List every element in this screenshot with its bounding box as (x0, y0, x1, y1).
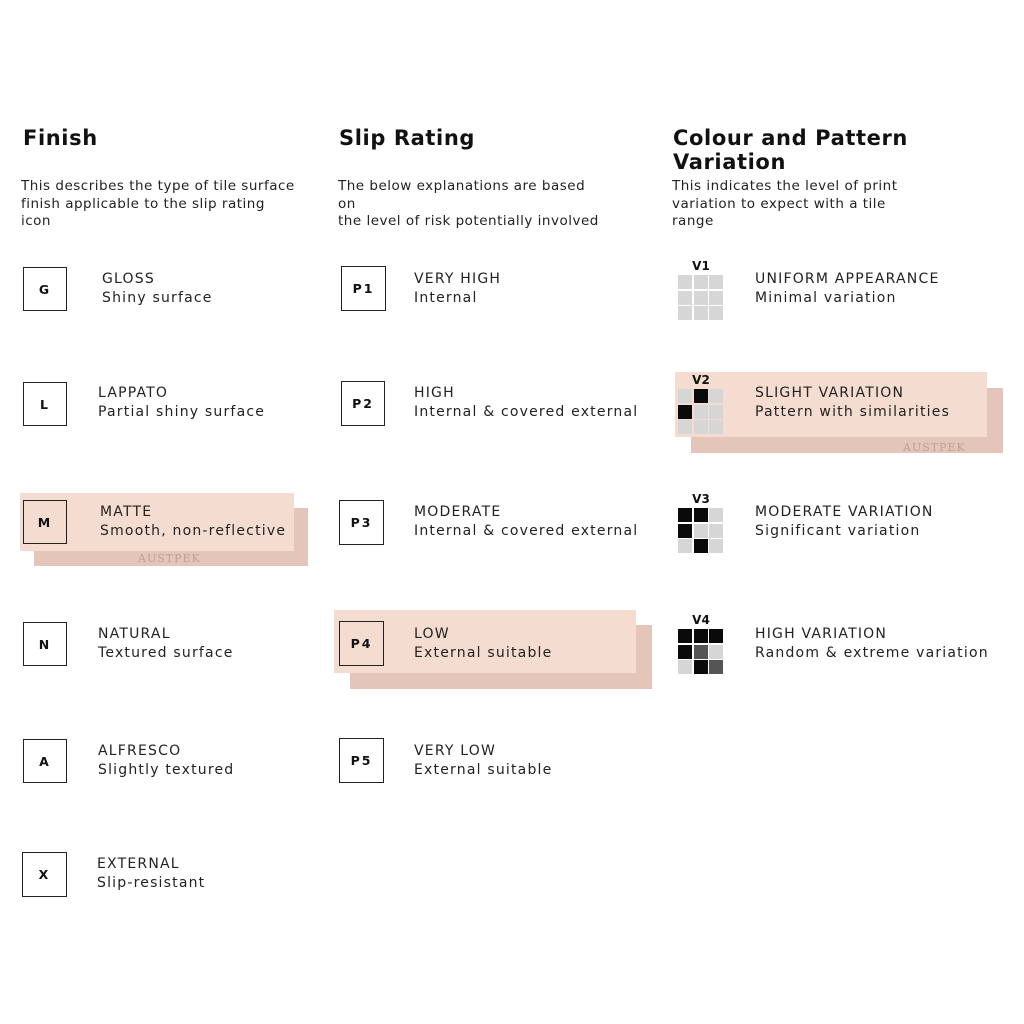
finish-desc: Shiny surface (102, 290, 213, 306)
finish-desc: Partial shiny surface (98, 404, 266, 420)
finish-desc: Textured surface (98, 645, 234, 661)
pattern-cell (694, 420, 708, 434)
variation-name: MODERATE VARIATION (755, 504, 934, 520)
pattern-cell (709, 660, 723, 674)
variation-label (755, 384, 950, 422)
variation-pattern-icon (678, 260, 724, 320)
pattern-cell (709, 291, 723, 305)
finish-desc: Slightly textured (98, 762, 235, 778)
finish-code-box: L (23, 382, 67, 426)
pattern-cell (709, 629, 723, 643)
pattern-cell (694, 389, 708, 403)
pattern-cell (709, 306, 723, 320)
variation-name: HIGH VARIATION (755, 626, 888, 642)
finish-code-box: G (23, 267, 67, 311)
finish-name: EXTERNAL (97, 856, 180, 872)
variation-label (755, 503, 934, 541)
slip-name: LOW (414, 626, 450, 642)
finish-label (97, 855, 205, 893)
variation-grid (678, 629, 724, 674)
variation-title: Colour and Pattern Variation (673, 126, 908, 174)
pattern-cell (678, 405, 692, 419)
slip-rating-title: Slip Rating (339, 126, 476, 150)
slip-label (414, 625, 552, 663)
finish-name: NATURAL (98, 626, 171, 642)
slip-name: VERY LOW (414, 743, 497, 759)
variation-grid (678, 389, 724, 434)
pattern-cell (709, 524, 723, 538)
slip-code-box: P2 (341, 381, 385, 426)
finish-code-box: X (22, 852, 67, 897)
variation-pattern-icon (678, 493, 724, 553)
watermark-text: AUSTPEK (903, 441, 966, 454)
slip-code-box: P1 (341, 266, 386, 311)
variation-name: SLIGHT VARIATION (755, 385, 905, 401)
slip-desc: External suitable (414, 762, 553, 778)
pattern-cell (678, 306, 692, 320)
variation-grid (678, 508, 724, 553)
variation-code: V3 (692, 492, 710, 506)
finish-code-box: N (23, 622, 67, 666)
pattern-cell (694, 306, 708, 320)
pattern-cell (694, 539, 708, 553)
pattern-cell (709, 508, 723, 522)
variation-pattern-icon (678, 614, 724, 674)
pattern-cell (694, 405, 708, 419)
pattern-cell (694, 291, 708, 305)
slip-desc: External suitable (414, 645, 553, 661)
finish-label (102, 270, 213, 308)
slip-code-box: P3 (339, 500, 384, 545)
variation-code: V4 (692, 613, 710, 627)
finish-name: GLOSS (102, 271, 155, 287)
pattern-cell (678, 420, 692, 434)
pattern-cell (678, 524, 692, 538)
pattern-cell (694, 524, 708, 538)
slip-name: VERY HIGH (414, 271, 502, 287)
finish-code-box: M (23, 500, 67, 544)
slip-code-box: P4 (339, 621, 384, 666)
variation-description: This indicates the level of print variation to expect with a tile range (672, 178, 898, 229)
finish-name: ALFRESCO (98, 743, 182, 759)
pattern-cell (678, 629, 692, 643)
pattern-cell (709, 275, 723, 289)
slip-desc: Internal (414, 290, 478, 306)
finish-title: Finish (23, 126, 98, 150)
finish-label (98, 384, 265, 422)
variation-code: V1 (692, 259, 710, 273)
variation-desc: Random & extreme variation (755, 645, 989, 661)
variation-desc: Pattern with similarities (755, 404, 951, 420)
finish-desc: Smooth, non-reflective (100, 523, 287, 539)
slip-desc: Internal & covered external (414, 404, 639, 420)
pattern-cell (694, 508, 708, 522)
pattern-cell (709, 405, 723, 419)
watermark-text: AUSTPEK (138, 552, 201, 565)
pattern-cell (709, 389, 723, 403)
finish-desc: Slip-resistant (97, 875, 206, 891)
pattern-cell (678, 645, 692, 659)
pattern-cell (709, 539, 723, 553)
pattern-cell (678, 275, 692, 289)
variation-desc: Minimal variation (755, 290, 897, 306)
variation-label (755, 625, 989, 663)
slip-rating-description: The below explanations are based on the level of risk potentially involved (338, 178, 599, 229)
variation-pattern-icon (678, 374, 724, 434)
slip-name: MODERATE (414, 504, 502, 520)
finish-name: LAPPATO (98, 385, 169, 401)
pattern-cell (678, 291, 692, 305)
finish-description: This describes the type of tile surface finish applicable to the slip rating icon (21, 178, 295, 229)
pattern-cell (694, 645, 708, 659)
finish-label (98, 742, 234, 780)
pattern-cell (709, 420, 723, 434)
pattern-cell (678, 660, 692, 674)
finish-name: MATTE (100, 504, 153, 520)
pattern-cell (709, 645, 723, 659)
variation-code: V2 (692, 373, 710, 387)
slip-label (414, 503, 638, 541)
pattern-cell (694, 660, 708, 674)
variation-name: UNIFORM APPEARANCE (755, 271, 940, 287)
slip-code-box: P5 (339, 738, 384, 783)
finish-label (100, 503, 286, 541)
pattern-cell (694, 275, 708, 289)
variation-grid (678, 275, 724, 320)
pattern-cell (678, 389, 692, 403)
pattern-cell (678, 539, 692, 553)
slip-name: HIGH (414, 385, 455, 401)
pattern-cell (678, 508, 692, 522)
finish-code-box: A (23, 739, 67, 783)
variation-label (755, 270, 940, 308)
variation-desc: Significant variation (755, 523, 921, 539)
slip-label (414, 384, 638, 422)
finish-label (98, 625, 234, 663)
slip-label (414, 742, 552, 780)
slip-desc: Internal & covered external (414, 523, 639, 539)
pattern-cell (694, 629, 708, 643)
slip-label (414, 270, 501, 308)
